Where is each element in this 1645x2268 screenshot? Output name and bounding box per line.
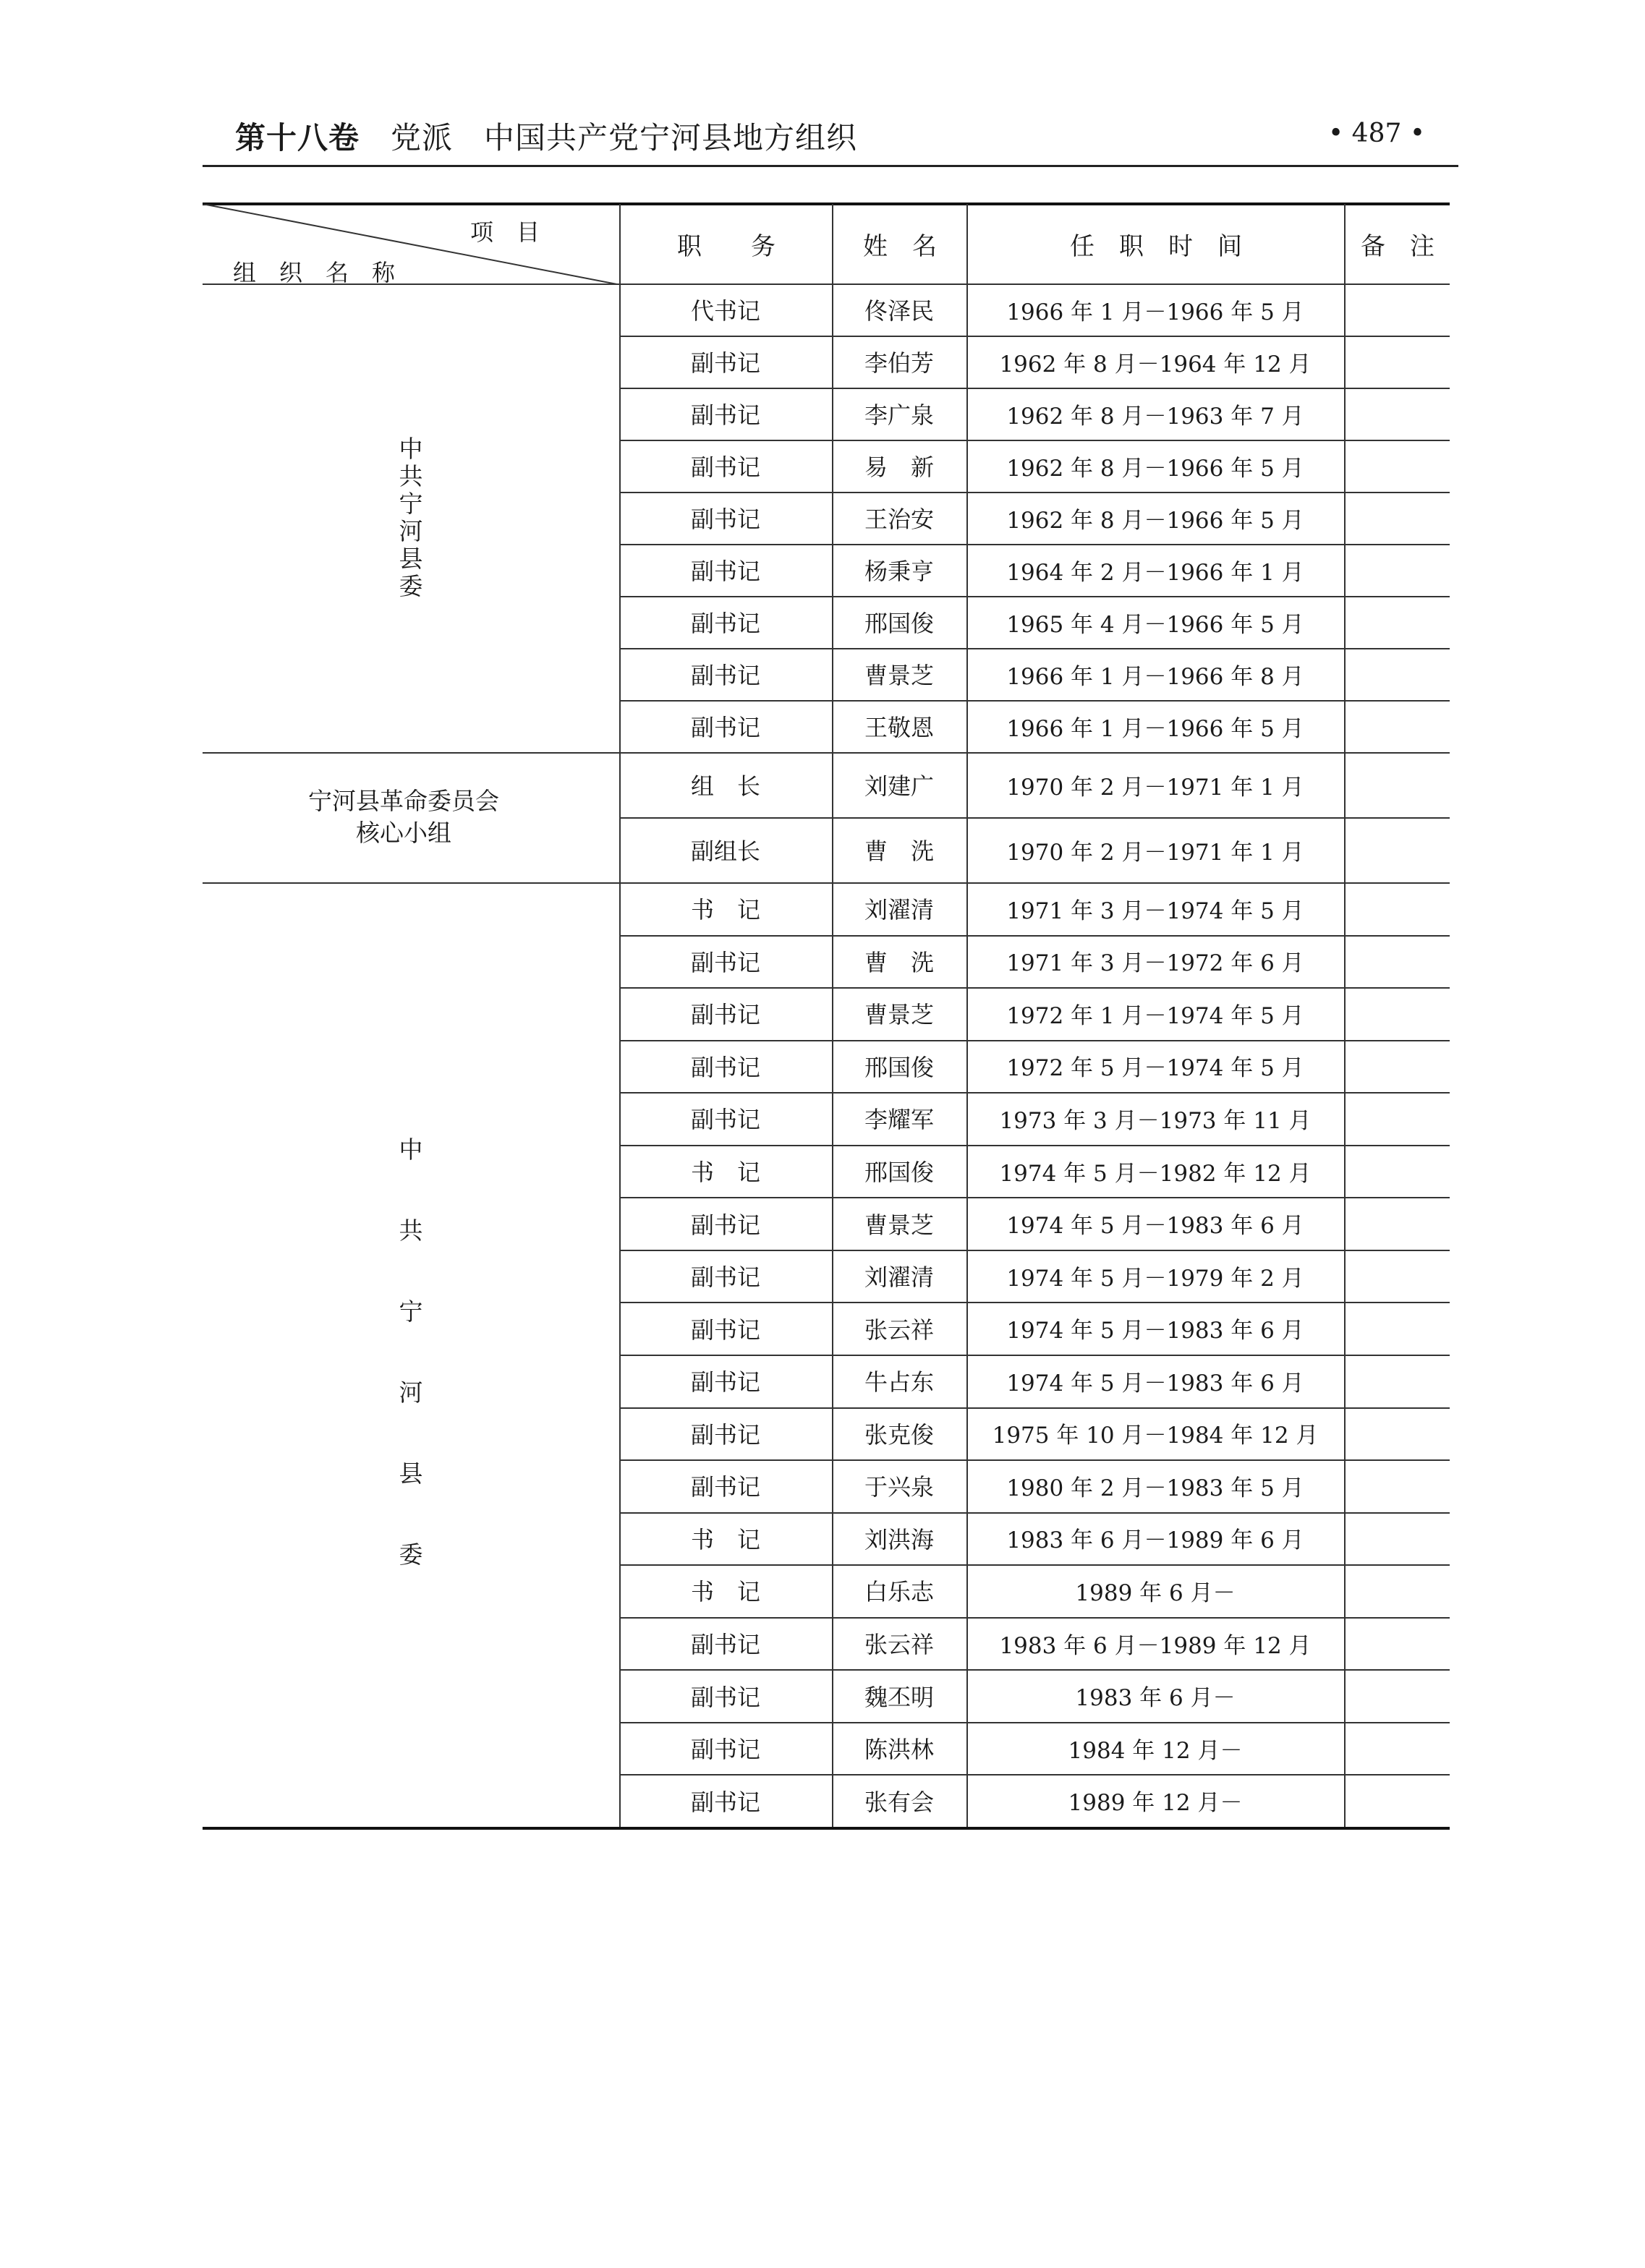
cell-position: 副书记	[690, 714, 760, 741]
cell-term: 1989 年 6 月－	[1075, 1580, 1236, 1606]
org-name	[203, 752, 605, 882]
org-name	[203, 1135, 619, 1569]
cell-position: 书 记	[690, 1578, 760, 1606]
cell-name: 佟泽民	[864, 297, 934, 325]
cell-name: 刘洪海	[864, 1525, 934, 1553]
cell-term: 1970 年 2 月－1971 年 1 月	[1006, 774, 1304, 801]
org-name-line: 宁河县革命委员会	[308, 787, 499, 815]
cell-name: 魏丕明	[864, 1683, 934, 1711]
header-note: 备 注	[1361, 231, 1434, 261]
cell-term: 1973 年 3 月－1973 年 11 月	[999, 1107, 1312, 1134]
cell-name: 邢国俊	[864, 610, 934, 637]
org-name	[203, 435, 619, 600]
cell-position: 副书记	[690, 453, 760, 481]
org-name-char: 宁	[399, 490, 423, 518]
table-bottom-rule	[203, 1827, 1450, 1830]
cell-position: 书 记	[690, 1159, 760, 1187]
cell-term: 1966 年 1 月－1966 年 8 月	[1006, 663, 1304, 690]
cell-position: 副书记	[690, 1420, 760, 1449]
cell-name: 张云祥	[864, 1631, 934, 1659]
cell-position: 副书记	[690, 1736, 760, 1764]
cell-name: 白乐志	[864, 1578, 934, 1606]
cell-term: 1974 年 5 月－1983 年 6 月	[1006, 1213, 1304, 1240]
cell-name: 曹景芝	[864, 1001, 934, 1029]
org-name-char: 委	[399, 572, 423, 600]
corner-header-item: 项 目	[470, 218, 540, 246]
cell-position: 副书记	[690, 1106, 760, 1134]
cell-position: 副书记	[690, 948, 760, 976]
cell-name: 杨秉亨	[864, 558, 934, 585]
cell-name: 张有会	[864, 1788, 934, 1816]
cell-name: 牛占东	[864, 1368, 934, 1397]
section-label: 党派 中国共产党宁河县地方组织	[391, 120, 858, 155]
org-name-char: 宁	[399, 1297, 423, 1326]
org-name-char: 河	[399, 517, 423, 545]
cell-position: 副书记	[690, 610, 760, 637]
cell-position: 副书记	[690, 1316, 760, 1344]
cell-term: 1984 年 12 月－	[1068, 1737, 1243, 1764]
cell-term: 1962 年 8 月－1966 年 5 月	[1006, 507, 1304, 534]
cell-name: 刘濯清	[864, 896, 934, 924]
cell-term: 1980 年 2 月－1983 年 5 月	[1006, 1475, 1304, 1501]
org-name-char: 县	[399, 1459, 423, 1488]
cell-position: 代书记	[690, 297, 760, 325]
cell-term: 1965 年 4 月－1966 年 5 月	[1006, 611, 1304, 638]
cell-term: 1971 年 3 月－1974 年 5 月	[1006, 898, 1304, 924]
cell-name: 曹 洗	[864, 837, 934, 865]
cell-term: 1989 年 12 月－	[1068, 1790, 1243, 1817]
cell-name: 陈洪林	[864, 1736, 934, 1764]
cell-position: 副书记	[690, 558, 760, 585]
cell-position: 组 长	[690, 772, 760, 800]
cell-name: 曹景芝	[864, 662, 934, 689]
volume-label: 第十八卷	[235, 120, 360, 155]
cell-position: 副书记	[690, 349, 760, 377]
org-name-line: 核心小组	[356, 819, 451, 847]
cell-position: 副书记	[690, 1001, 760, 1029]
header-position: 职 务	[677, 231, 775, 261]
cell-term: 1962 年 8 月－1963 年 7 月	[1006, 403, 1304, 430]
cell-term: 1972 年 1 月－1974 年 5 月	[1006, 1002, 1304, 1029]
cell-name: 曹景芝	[864, 1211, 934, 1239]
cell-term: 1970 年 2 月－1971 年 1 月	[1006, 839, 1304, 866]
org-name-char: 河	[399, 1378, 423, 1407]
cell-term: 1983 年 6 月－1989 年 12 月	[999, 1632, 1312, 1659]
cell-term: 1974 年 5 月－1983 年 6 月	[1006, 1318, 1304, 1344]
cell-term: 1974 年 5 月－1983 年 6 月	[1006, 1370, 1304, 1397]
cell-name: 王治安	[864, 506, 934, 533]
cell-name: 邢国俊	[864, 1159, 934, 1187]
cell-name: 邢国俊	[864, 1053, 934, 1081]
cell-name: 张克俊	[864, 1420, 934, 1449]
cell-position: 副书记	[690, 1683, 760, 1711]
cell-name: 李广泉	[864, 401, 934, 429]
cell-name: 曹 洗	[864, 948, 934, 976]
cell-term: 1966 年 1 月－1966 年 5 月	[1006, 715, 1304, 742]
cell-position: 书 记	[690, 896, 760, 924]
cell-term: 1962 年 8 月－1964 年 12 月	[999, 351, 1312, 378]
cell-name: 李耀军	[864, 1106, 934, 1134]
org-name-char: 委	[399, 1540, 423, 1569]
org-name-char: 县	[399, 545, 423, 573]
header-term: 任 职 时 间	[1070, 231, 1242, 261]
cell-position: 副书记	[690, 1263, 760, 1292]
cell-term: 1971 年 3 月－1972 年 6 月	[1006, 950, 1304, 977]
column-divider	[1344, 204, 1346, 1827]
org-name-char: 中	[399, 1135, 423, 1164]
cell-name: 王敬恩	[864, 714, 934, 741]
cell-position: 副书记	[690, 401, 760, 429]
org-name-char: 共	[399, 1216, 423, 1245]
cell-position: 副书记	[690, 1788, 760, 1816]
cell-name: 李伯芳	[864, 349, 934, 377]
cell-position: 副书记	[690, 1053, 760, 1081]
cell-term: 1966 年 1 月－1966 年 5 月	[1006, 299, 1304, 325]
header-name: 姓 名	[863, 231, 937, 261]
cell-name: 刘濯清	[864, 1263, 934, 1292]
cell-position: 副组长	[690, 837, 760, 865]
cell-position: 副书记	[690, 1631, 760, 1659]
cell-position: 书 记	[690, 1525, 760, 1553]
cell-term: 1974 年 5 月－1982 年 12 月	[999, 1160, 1312, 1187]
cell-position: 副书记	[690, 1211, 760, 1239]
cell-term: 1983 年 6 月－	[1075, 1685, 1236, 1712]
cell-name: 刘建广	[864, 772, 934, 800]
org-name-char: 共	[399, 462, 423, 490]
cell-term: 1972 年 5 月－1974 年 5 月	[1006, 1055, 1304, 1082]
cell-term: 1975 年 10 月－1984 年 12 月	[992, 1423, 1319, 1449]
corner-header-org: 组 织 名 称	[233, 259, 396, 286]
cell-term: 1964 年 2 月－1966 年 1 月	[1006, 559, 1304, 586]
cell-position: 副书记	[690, 1368, 760, 1397]
cell-term: 1974 年 5 月－1979 年 2 月	[1006, 1265, 1304, 1292]
cell-term: 1962 年 8 月－1966 年 5 月	[1006, 455, 1304, 482]
cell-position: 副书记	[690, 506, 760, 533]
cell-term: 1983 年 6 月－1989 年 6 月	[1006, 1527, 1304, 1554]
cell-name: 张云祥	[864, 1316, 934, 1344]
page-number: • 487 •	[1328, 119, 1426, 148]
cell-position: 副书记	[690, 1473, 760, 1501]
cell-name: 易 新	[864, 453, 934, 481]
cell-position: 副书记	[690, 662, 760, 689]
cell-name: 于兴泉	[864, 1473, 934, 1501]
org-name-char: 中	[399, 435, 423, 463]
